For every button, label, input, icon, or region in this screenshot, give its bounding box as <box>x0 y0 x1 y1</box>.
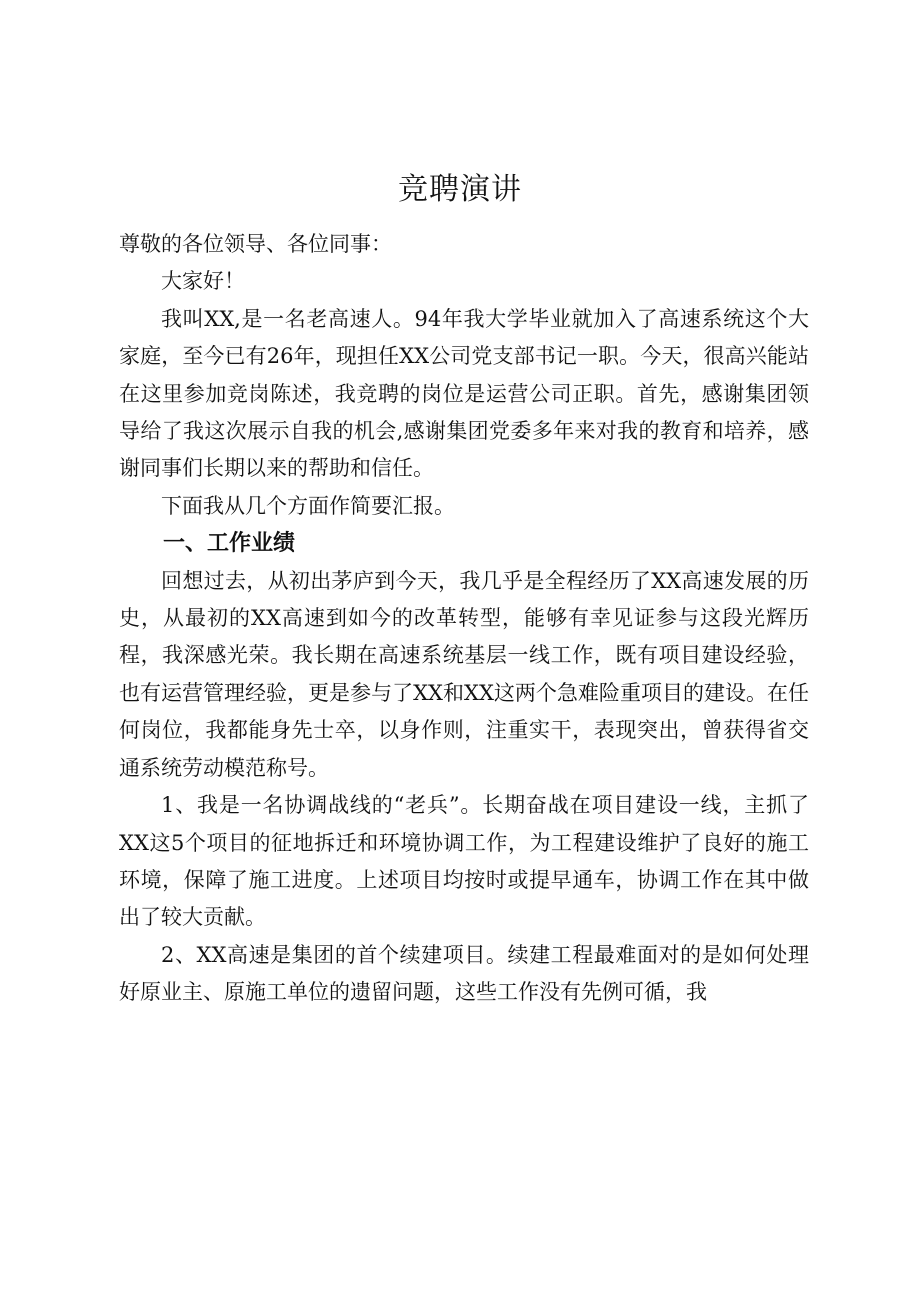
item-1-paragraph: 1、我是一名协调战线的“老兵”。长期奋战在项目建设一线，主抓了XX这5个项目的征地拆迁和环境协调工作，为工程建设维护了良好的施工环境，保障了施工进度。上述项目均按时或提早通车，协调工作在其中做出了较大贡献。 <box>119 793 809 930</box>
greeting: 大家好！ <box>161 269 245 294</box>
document-body <box>119 226 809 1012</box>
outline-paragraph: 下面我从几个方面作简要汇报。 <box>161 493 455 518</box>
salutation: 尊敬的各位领导、各位同事： <box>119 232 392 256</box>
section-heading: 一、工作业绩 <box>163 531 296 557</box>
item-2-paragraph: 2、XX高速是集团的首个续建项目。续建工程最难面对的是如何处理好原业主、原施工单位的遗留问题，这些工作没有先例可循，我 <box>119 942 809 1005</box>
intro-paragraph: 我叫XX,是一名老高速人。94年我大学毕业就加入了高速系统这个大家庭，至今已有26年，现担任XX公司党支部书记一职。今天，很高兴能站在这里参加竞岗陈述，我竞聘的岗位是运营公司正职。首先，感谢集团领导给了我这次展示自我的机会,感谢集团党委多年来对我的教育和培养，感谢同事们长期以来的帮助和信任。 <box>119 306 809 481</box>
achievements-paragraph: 回想过去，从初出茅庐到今天，我几乎是全程经历了XX高速发展的历史，从最初的XX高速到如今的改革转型，能够有幸见证参与这段光辉历程，我深感光荣。我长期在高速系统基层一线工作，既有项目建设经验，也有运营管理经验，更是参与了XX和XX这两个急难险重项目的建设。在任何岗位，我都能身先士卒，以身作则，注重实干，表现突出，曾获得省交通系统劳动模范称号。 <box>119 568 809 780</box>
document-title: 竞聘演讲 <box>398 172 522 207</box>
